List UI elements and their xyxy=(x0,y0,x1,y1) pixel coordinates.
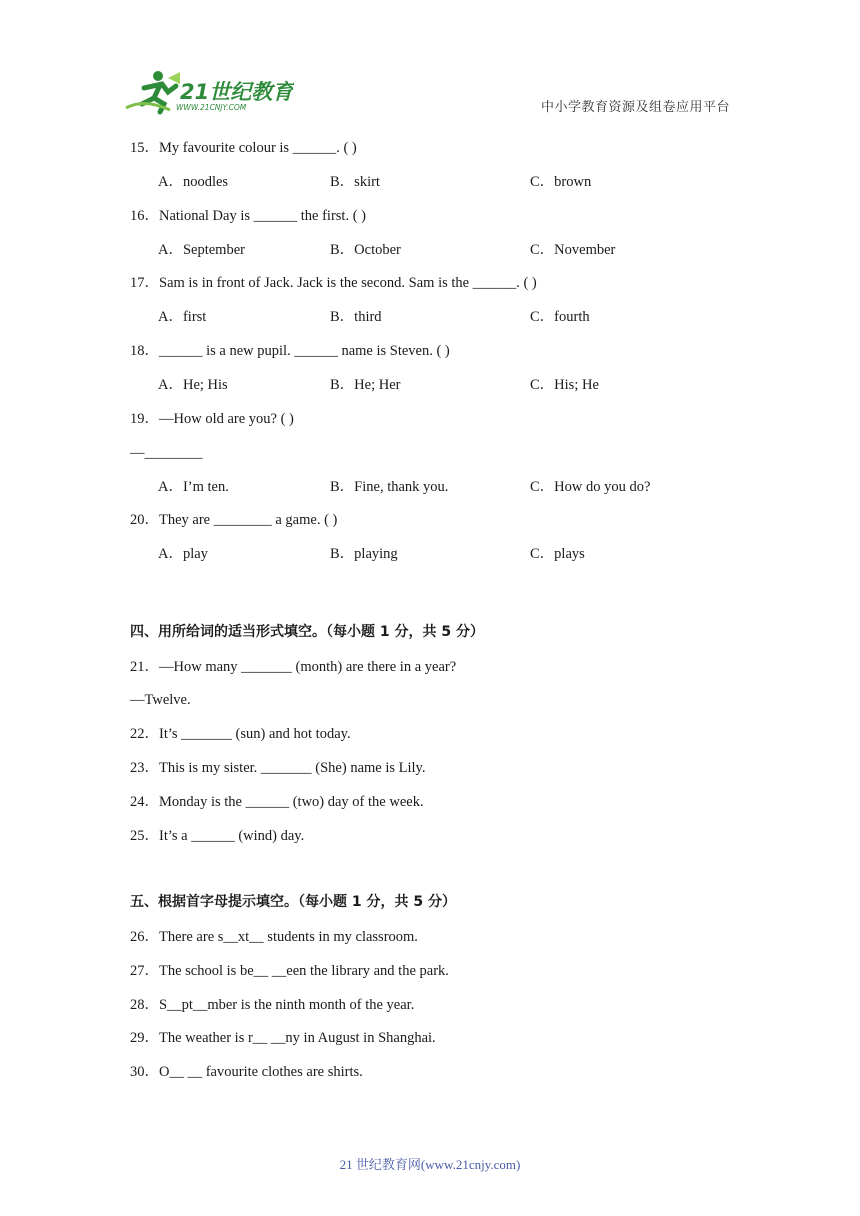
question-20: 20．They are ________ a game. ( ) xyxy=(130,512,338,528)
page-header xyxy=(0,0,860,130)
q19-option-a[interactable]: A．I’m ten. xyxy=(158,479,229,495)
q17-option-b[interactable]: B．third xyxy=(330,309,382,325)
svg-text:21世纪教育: 21世纪教育 xyxy=(180,80,294,104)
q15-option-c[interactable]: C．brown xyxy=(530,174,592,190)
question-26: 26．There are s__xt__ students in my classroom. xyxy=(130,929,418,945)
question-29: 29．The weather is r__ __ny in August in Shanghai. xyxy=(130,1030,436,1046)
question-16: 16．National Day is ______ the first. ( ) xyxy=(130,208,366,224)
platform-tagline: 中小学教育资源及组卷应用平台 xyxy=(540,100,730,115)
question-21-answer: —Twelve. xyxy=(130,692,191,708)
q18-option-a[interactable]: A．He; His xyxy=(158,377,228,393)
q17-option-c[interactable]: C．fourth xyxy=(530,309,590,325)
question-21: 21．—How many _______ (month) are there in a year? xyxy=(130,659,457,675)
section-5-title: 五、根据首字母提示填空。（每小题 1 分，共 5 分） xyxy=(130,894,456,910)
q16-option-c[interactable]: C．November xyxy=(530,242,616,258)
question-17: 17．Sam is in front of Jack. Jack is the second. Sam is the ______. ( ) xyxy=(130,275,537,291)
question-27: 27．The school is be__ __een the library and the park. xyxy=(130,963,449,979)
q19-option-c[interactable]: C．How do you do? xyxy=(530,479,651,495)
question-19: 19．—How old are you? ( ) xyxy=(130,411,294,427)
question-18: 18．______ is a new pupil. ______ name is Steven. ( ) xyxy=(130,343,450,359)
question-19-answer-line: —________ xyxy=(130,445,203,461)
runner-logo-icon xyxy=(124,68,294,118)
q20-option-b[interactable]: B．playing xyxy=(330,546,398,562)
section-4-title: 四、用所给词的适当形式填空。（每小题 1 分，共 5 分） xyxy=(130,624,484,640)
q20-option-a[interactable]: A．play xyxy=(158,546,208,562)
question-24: 24．Monday is the ______ (two) day of the week. xyxy=(130,794,424,810)
q16-option-a[interactable]: A．September xyxy=(158,242,245,258)
page-footer[interactable]: 21 世纪教育网(www.21cnjy.com) xyxy=(339,1157,521,1172)
question-30: 30．O__ __ favourite clothes are shirts. xyxy=(130,1064,363,1080)
question-28: 28．S__pt__mber is the ninth month of the year. xyxy=(130,997,415,1013)
q20-option-c[interactable]: C．plays xyxy=(530,546,585,562)
question-23: 23．This is my sister. _______ (She) name is Lily. xyxy=(130,760,426,776)
q19-option-b[interactable]: B．Fine, thank you. xyxy=(330,479,449,495)
question-22: 22．It’s _______ (sun) and hot today. xyxy=(130,726,351,742)
site-logo[interactable] xyxy=(124,68,294,118)
question-25: 25．It’s a ______ (wind) day. xyxy=(130,828,305,844)
q17-option-a[interactable]: A．first xyxy=(158,309,207,325)
q18-option-c[interactable]: C．His; He xyxy=(530,377,599,393)
q16-option-b[interactable]: B．October xyxy=(330,242,401,258)
q15-option-b[interactable]: B．skirt xyxy=(330,174,380,190)
q18-option-b[interactable]: B．He; Her xyxy=(330,377,401,393)
q15-option-a[interactable]: A．noodles xyxy=(158,174,229,190)
svg-text:WWW.21CNJY.COM: WWW.21CNJY.COM xyxy=(176,103,247,112)
question-15: 15．My favourite colour is ______. ( ) xyxy=(130,140,357,156)
